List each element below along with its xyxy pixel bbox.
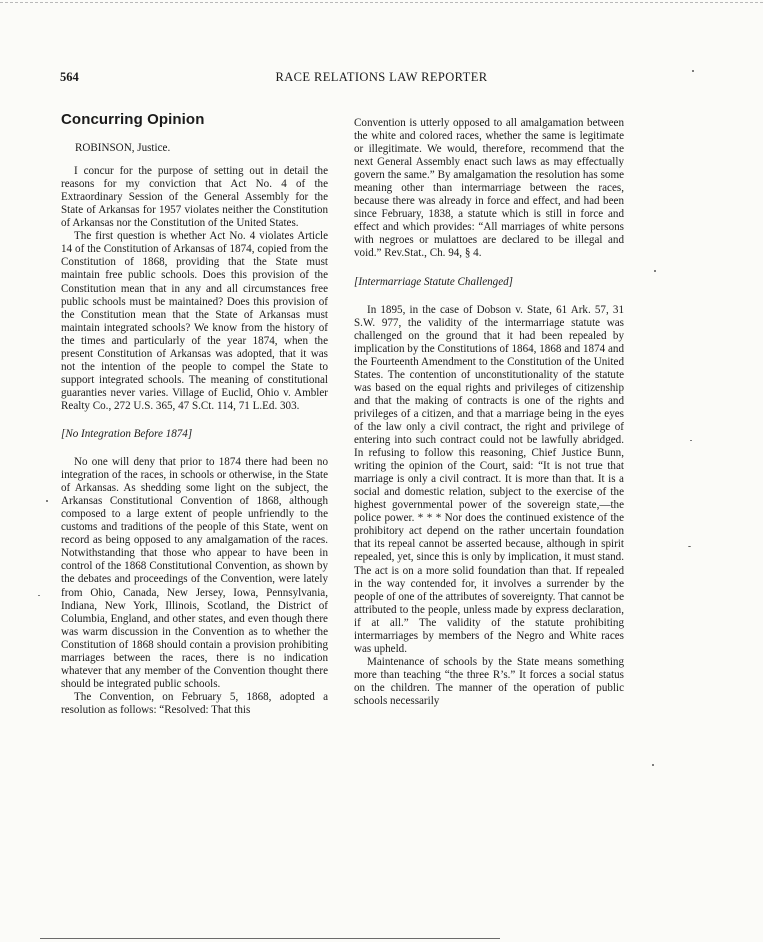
paragraph: The Convention, on February 5, 1868, adopted a resolution as follows: “Resolved: That this [61, 690, 328, 716]
paragraph: In 1895, in the case of Dobson v. State, 61 Ark. 57, 31 S.W. 977, the validity of the intermarriage statute was challenged on the ground that it had been repealed by implication by the Constitutions of 1864, 1868 and 1874 and the Fourteenth Amendment to the Constitution of the United States. The contention of unconstitutionality of the statute was based on the equal rights and privileges of citizenship and that the making of contracts is one of the rights and privileges of a citizen, and that a marriage being in the eyes of the law only a civil contract, the right and privilege of entering into such contract could not be lawfully abridged. In refusing to follow this reasoning, Chief Justice Bunn, writing the opinion of the Court, said: “It is not true that marriage is only a civil contract. It is more than that. It is a social and domestic relation, subject to the exercise of the highest governmental power of the sovereign state,—the police power. * * * Nor does the continued existence of the prohibitory act depend on the rather uncertain foundation that its repeal cannot be asserted because, although in spirit repealed, yet, since this is only by implication, it must stand. The act is on a more solid foundation than that. If repealed in the way contended for, it involves a surrender by the people of one of the attributes of sovereignty. That cannot be attributed to the people, unless made by express declaration, if at all.” The validity of the statute prohibiting intermarriages by members of the Negro and White races was upheld. [354, 303, 624, 655]
scan-speck [692, 70, 694, 72]
bottom-scan-line [40, 938, 500, 939]
paragraph: No one will deny that prior to 1874 there had been no integration of the races, in schools or otherwise, in the State of Arkansas. As shedding some light on the subject, the Arkansas Constitutional Convention of 1868, although composed to a large extent of people unfriendly to the customs and traditions of the people of this State, went on record as being opposed to any amalgamation of the races. Notwithstanding that those who appear to have been in control of the 1868 Constitutional Convention, as shown by the debates and proceedings of the Convention, were lately from Ohio, Canada, New Jersey, Iowa, Pennsylvania, Indiana, New York, Illinois, Scotland, the District of Columbia, England, and other states, and even though there was warm discussion in the Convention as to whether the Constitution of 1868 should contain a provision prohibiting marriages between the races, there is no indication whatever that any member of the Convention thought there should be integrated public schools. [61, 456, 328, 690]
top-dashed-border [0, 2, 763, 3]
scan-speck [38, 595, 40, 596]
opinion-author: ROBINSON, Justice. [75, 142, 171, 155]
section-subhead: [Intermarriage Statute Challenged] [354, 275, 513, 288]
running-head: RACE RELATIONS LAW REPORTER [275, 70, 488, 84]
page-number: 564 [60, 70, 79, 84]
section-subhead: [No Integration Before 1874] [61, 427, 193, 440]
scan-speck [652, 764, 654, 766]
scan-speck [46, 500, 48, 502]
left-column [61, 113, 328, 717]
scan-speck [690, 440, 692, 441]
paragraph: The first question is whether Act No. 4 violates Article 14 of the Constitution of Arkansas of 1874, copied from the Constitution of 1868, providing that the State must maintain free public schools. Does this provision of the Constitution mean that in any and all circumstances free public schools must be maintained? Does this provision of the Constitution mean that the State of Arkansas must maintain integrated schools? We know from the history of the times and particularly of the year 1874, when the present Constitution of Arkansas was adopted, that it was not the intention of the people to compel the State to support integrated schools. The meaning of constitutional guaranties never varies. Village of Euclid, Ohio v. Ambler Realty Co., 272 U.S. 365, 47 S.Ct. 114, 71 L.Ed. 303. [61, 230, 328, 412]
paragraph-continued: Convention is utterly opposed to all amalgamation between the white and colored races, whether the same is legitimate or illegitimate. We would, therefore, recommend that the next General Assembly enact such laws as may effectually govern the same.” By amalgamation the resolution has some meaning other than intermarriage between the races, because there was already in force and effect, and had been since February, 1838, a statute which is still in force and effect and which provides: “All marriages of white persons with negroes or mulattoes are declared to be illegal and void.” Rev.Stat., Ch. 94, § 4. [354, 117, 624, 260]
scan-speck [654, 270, 656, 272]
scan-speck [688, 546, 691, 547]
paragraph: Maintenance of schools by the State means something more than teaching “the three R’s.” It forces a social status on the children. The manner of the operation of public schools necessarily [354, 655, 624, 707]
paragraph: I concur for the purpose of setting out in detail the reasons for my conviction that Act No. 4 of the Extraordinary Session of the General Assembly for the State of Arkansas for 1957 violates neither the Constitution of Arkansas nor the Constitution of the United States. [61, 165, 328, 230]
right-column [354, 117, 624, 708]
opinion-heading: Concurring Opinion [61, 111, 205, 128]
